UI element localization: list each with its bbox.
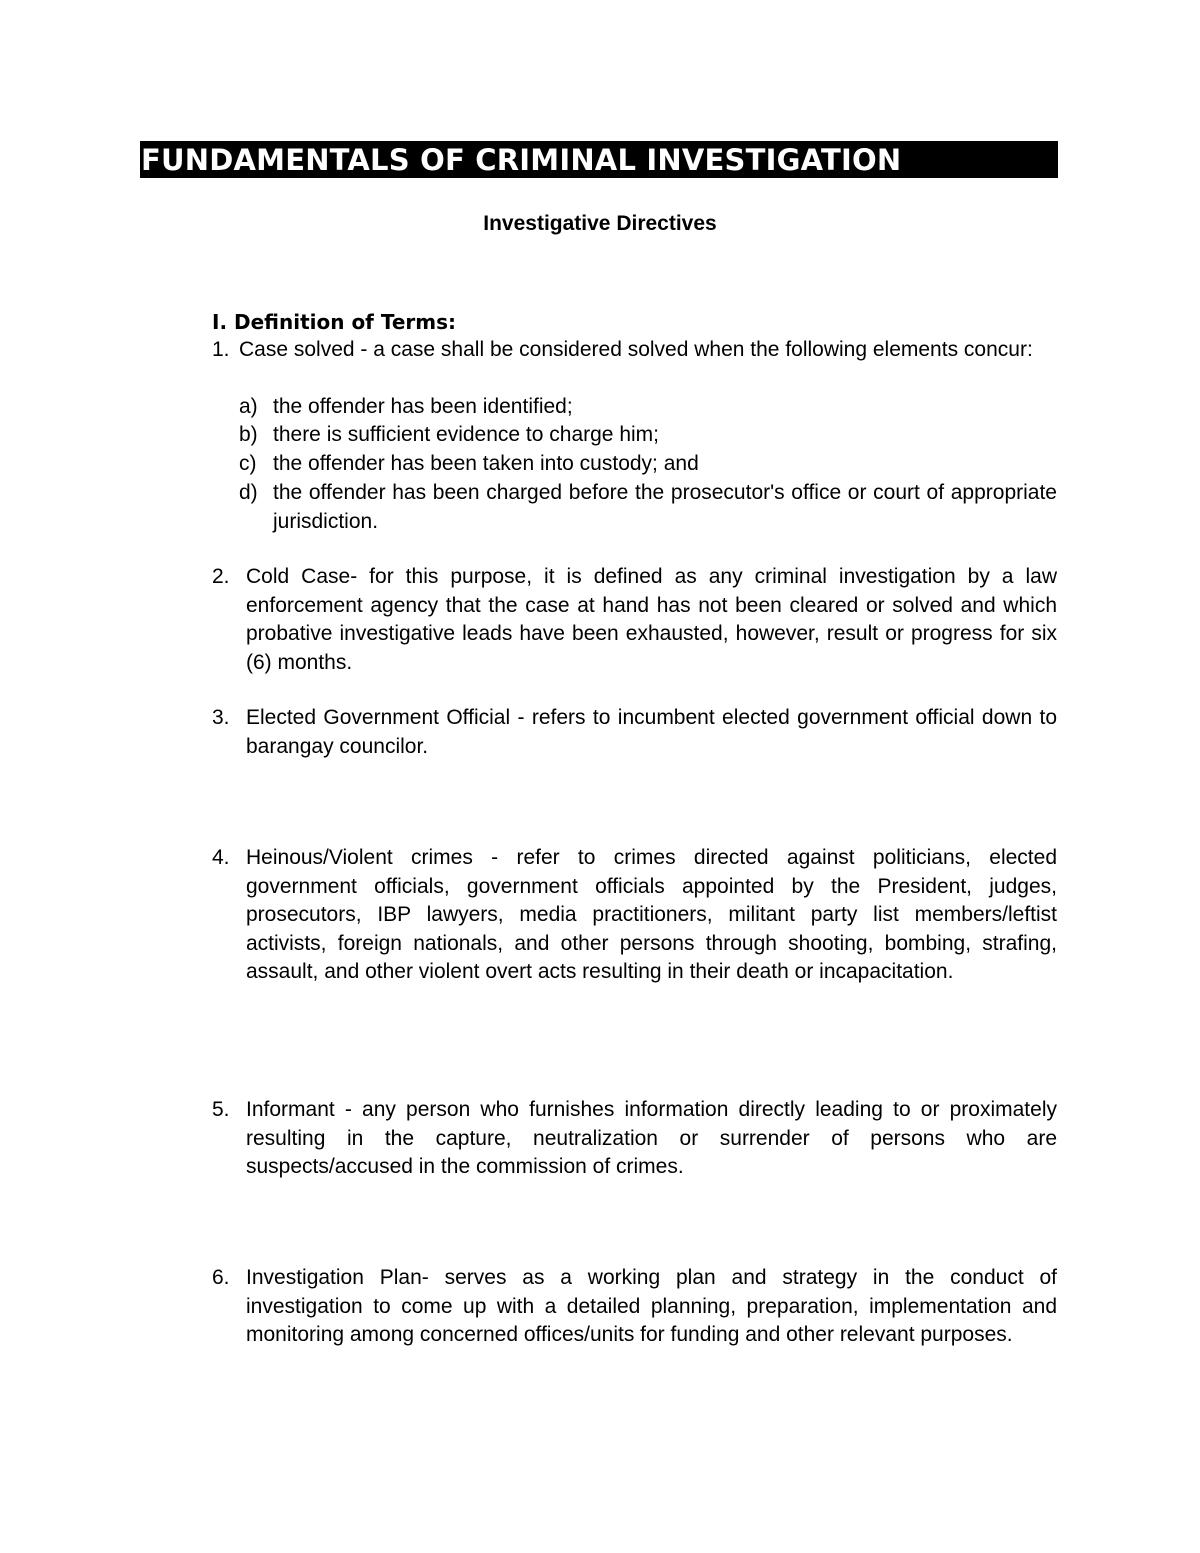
section-heading: I. Definition of Terms:: [212, 310, 457, 334]
subitem-text: there is sufficient evidence to charge him;: [273, 423, 659, 446]
subitem-text: the offender has been taken into custody; and: [273, 452, 699, 475]
term-text: Elected Government Official - refers to incumbent elected government official down to barangay councilor.: [246, 706, 1057, 758]
subitem-letter: a): [239, 395, 258, 418]
document-title: FUNDAMENTALS OF CRIMINAL INVESTIGATION: [141, 143, 902, 177]
term-number: 5.: [212, 1098, 230, 1121]
term-text: Investigation Plan- serves as a working plan and strategy in the conduct of investigation to come up with a detailed planning, preparation, implementation and monitoring among concerned offices/units for funding and other relevant purposes.: [246, 1266, 1057, 1346]
subitem-letter: d): [239, 481, 258, 504]
term-number: 4.: [212, 846, 230, 869]
term-text: Case solved - a case shall be considered solved when the following elements concur:: [239, 338, 1033, 361]
term-text: Informant - any person who furnishes information directly leading to or proximately resulting in the capture, neutralization or surrender of persons who are suspects/accused in the commission of crimes.: [246, 1098, 1057, 1178]
term-number: 1.: [212, 338, 230, 361]
term-number: 2.: [212, 565, 230, 588]
subitem-text: the offender has been charged before the prosecutor's office or court of appropriate jurisdiction.: [273, 481, 1057, 533]
subitem-letter: b): [239, 423, 258, 446]
term-text: Heinous/Violent crimes - refer to crimes directed against politicians, elected government officials, government officials appointed by the President, judges, prosecutors, IBP lawyers, media practitioners, militant party list members/leftist activists, foreign nationals, and other persons through shooting, bombing, strafing, assault, and other violent overt acts resulting in their death or incapacitation.: [246, 846, 1057, 983]
term-text: Cold Case- for this purpose, it is defined as any criminal investigation by a law enforcement agency that the case at hand has not been cleared or solved and which probative investigative leads have been exhausted, however, result or progress for six (6) months.: [246, 565, 1057, 674]
term-number: 6.: [212, 1266, 230, 1289]
document-subtitle: Investigative Directives: [483, 212, 717, 235]
term-number: 3.: [212, 706, 230, 729]
subitem-text: the offender has been identified;: [273, 395, 573, 418]
subitem-letter: c): [239, 452, 257, 475]
